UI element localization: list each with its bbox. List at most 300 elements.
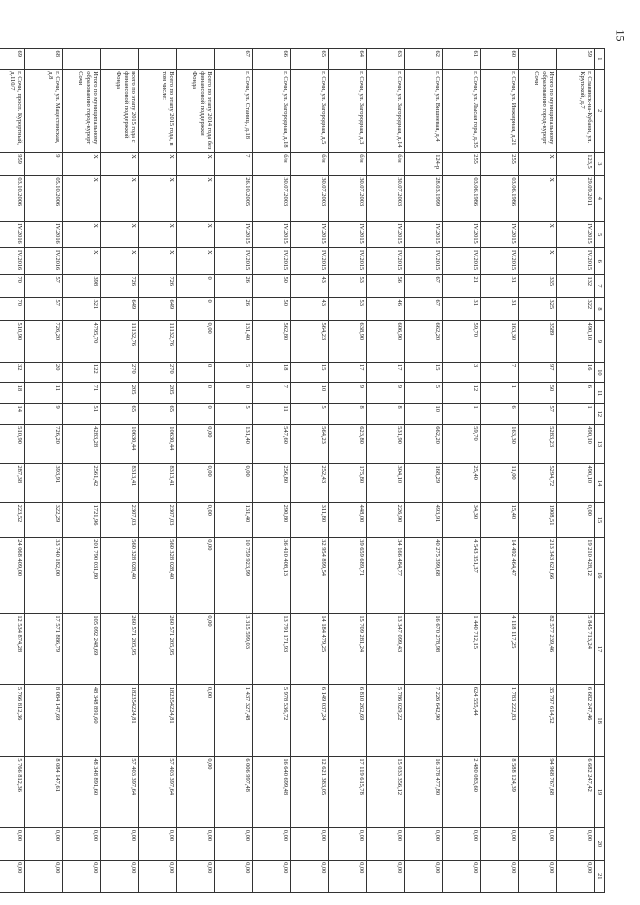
- table-cell: 0,00: [215, 463, 253, 502]
- address-cell: г. Сочи, ул. Мацестинская, д.8: [25, 69, 63, 152]
- address-cell: г. Сочи, ул. Загородная, д.5: [291, 69, 329, 152]
- table-cell: 15: [291, 362, 329, 383]
- table-cell: 205: [139, 383, 177, 404]
- table-cell: 8 084 147,61: [25, 756, 63, 827]
- table-cell: 290,80: [253, 503, 291, 538]
- table-cell: 13 791 171,93: [253, 613, 291, 684]
- table-row: [443, 49, 481, 893]
- table-cell: 0,00: [25, 828, 63, 860]
- address-cell: г. Сочи, ул. Лысая гора, д.35: [443, 69, 481, 152]
- table-cell: 35 797 614,52: [519, 685, 557, 756]
- table-cell: 59,70: [443, 321, 481, 363]
- table-cell: 3589: [519, 321, 557, 363]
- table-cell: 560 328 028,40: [139, 537, 177, 613]
- column-header: 1: [595, 49, 605, 70]
- table-cell: 26.10.2005: [215, 175, 253, 221]
- table-cell: 34,30: [443, 503, 481, 538]
- table-cell: IV.2015: [253, 248, 291, 275]
- table-cell: 30.07.2003: [367, 175, 405, 221]
- table-cell: 57 403 397,64: [139, 756, 177, 827]
- table-cell: 0,00: [405, 828, 443, 860]
- table-cell: 0,00: [177, 537, 215, 613]
- table-cell: X: [519, 152, 557, 175]
- column-header: 9: [595, 321, 605, 363]
- table-cell: 67: [405, 298, 443, 321]
- table-cell: 31: [481, 298, 519, 321]
- table-cell: 17 571 886,79: [25, 613, 63, 684]
- table-cell: 32 954 899,54: [291, 537, 329, 613]
- table-cell: 33 740 182,00: [25, 537, 63, 613]
- table-cell: 0,00: [519, 828, 557, 860]
- table-cell: IV.2015: [557, 248, 595, 275]
- table-cell: 15 033 356,12: [367, 756, 405, 827]
- table-cell: 0,00: [557, 503, 595, 538]
- table-cell: 1 440 712,15: [443, 613, 481, 684]
- table-cell: 562,80: [253, 321, 291, 363]
- table-cell: 31: [481, 274, 519, 297]
- table-cell: 564,23: [291, 321, 329, 363]
- table-cell: 0,00: [405, 860, 443, 892]
- table-cell: 63: [367, 49, 405, 70]
- table-cell: X: [63, 248, 101, 275]
- table-cell: 0,00: [177, 424, 215, 463]
- table-cell: 0,00: [443, 860, 481, 892]
- table-cell: IV.2015: [405, 248, 443, 275]
- table-cell: 0,00: [139, 828, 177, 860]
- table-cell: 16: [557, 362, 595, 383]
- table-cell: 213 343 621,66: [519, 537, 557, 613]
- table-cell: 2307,03: [139, 503, 177, 538]
- table-cell: X: [101, 152, 139, 175]
- table-cell: 43: [291, 298, 329, 321]
- table-cell: 0,00: [215, 860, 253, 892]
- table-cell: 726,20: [25, 321, 63, 363]
- table-cell: 493,91: [405, 503, 443, 538]
- housing-program-table: [0, 48, 605, 893]
- table-cell: 10630,44: [139, 424, 177, 463]
- table-cell: 5: [215, 404, 253, 425]
- table-cell: [63, 49, 101, 70]
- table-cell: 43: [291, 274, 329, 297]
- table-cell: 1721,96: [63, 503, 101, 538]
- table-row: [557, 49, 595, 893]
- table-cell: 8313,41: [101, 463, 139, 502]
- column-header: 18: [595, 685, 605, 756]
- column-header: 11: [595, 383, 605, 404]
- table-cell: X: [139, 221, 177, 248]
- table-cell: 0,00: [253, 828, 291, 860]
- table-cell: 490,10: [557, 463, 595, 502]
- table-cell: 1 437 327,48: [215, 685, 253, 756]
- table-cell: 11132,76: [139, 321, 177, 363]
- table-cell: 0,00: [177, 860, 215, 892]
- table-cell: 03.06.1986: [443, 175, 481, 221]
- table-cell: X: [101, 221, 139, 248]
- table-cell: 649: [139, 298, 177, 321]
- table-cell: 0,00: [557, 860, 595, 892]
- table-cell: 50: [253, 298, 291, 321]
- table-row: [25, 49, 63, 893]
- table-cell: 256,80: [253, 463, 291, 502]
- table-cell: 5 766 812,36: [0, 756, 25, 827]
- table-cell: 260 571 205,95: [139, 613, 177, 684]
- table-cell: 65: [101, 404, 139, 425]
- table-row: [215, 49, 253, 893]
- table-cell: 163,30: [481, 424, 519, 463]
- column-header: 14: [595, 463, 605, 502]
- table-cell: 15: [405, 362, 443, 383]
- address-cell: г. Сочи, ул. Загородная, д.14: [367, 69, 405, 152]
- table-cell: 17: [367, 362, 405, 383]
- table-cell: 4283,28: [63, 424, 101, 463]
- table-cell: IV.2015: [367, 248, 405, 275]
- table-cell: 0: [177, 404, 215, 425]
- table-cell: 0,00: [367, 860, 405, 892]
- table-cell: 959: [0, 152, 25, 175]
- table-cell: 5: [405, 383, 443, 404]
- table-cell: 0: [215, 383, 253, 404]
- table-cell: X: [139, 152, 177, 175]
- table-cell: 7: [253, 383, 291, 404]
- table-cell: 13 347 099,43: [367, 613, 405, 684]
- table-cell: IV.2015: [215, 221, 253, 248]
- table-cell: 50: [519, 383, 557, 404]
- table-cell: 60: [481, 49, 519, 70]
- table-cell: 53: [329, 274, 367, 297]
- table-cell: 67: [405, 274, 443, 297]
- table-cell: X: [101, 175, 139, 221]
- table-cell: 5 766 812,36: [0, 685, 25, 756]
- table-cell: 28.03.1999: [405, 175, 443, 221]
- table-cell: X: [63, 152, 101, 175]
- address-cell: г. Сочи, ул. Вишневая, д.4: [405, 69, 443, 152]
- table-cell: 0,00: [177, 463, 215, 502]
- table-cell: 8: [329, 404, 367, 425]
- table-cell: 124-р: [405, 152, 443, 175]
- table-row: [519, 49, 557, 893]
- table-cell: 1: [481, 383, 519, 404]
- table-cell: 311,80: [291, 503, 329, 538]
- table-cell: 0,00: [25, 860, 63, 892]
- table-row: [177, 49, 215, 893]
- table-cell: 321: [63, 298, 101, 321]
- table-cell: 9: [367, 383, 405, 404]
- table-cell: 0,00: [101, 860, 139, 892]
- table-cell: 132: [557, 274, 595, 297]
- table-cell: 182354224,81: [101, 685, 139, 756]
- table-cell: 39 659 689,71: [329, 537, 367, 613]
- table-cell: 5 786 029,22: [367, 685, 405, 756]
- table-cell: 0,00: [481, 828, 519, 860]
- column-header: 15: [595, 503, 605, 538]
- table-cell: X: [101, 248, 139, 275]
- table-row: [253, 49, 291, 893]
- table-cell: X: [63, 175, 101, 221]
- table-cell: 5 845 713,24: [557, 613, 595, 684]
- table-cell: 0,00: [557, 828, 595, 860]
- table-cell: 5: [291, 404, 329, 425]
- table-cell: 1 783 222,83: [481, 685, 519, 756]
- column-header: 7: [595, 274, 605, 297]
- column-header: 20: [595, 828, 605, 860]
- table-cell: IV.2016: [0, 221, 25, 248]
- table-cell: 6 149 037,24: [291, 685, 329, 756]
- table-cell: б/н: [329, 152, 367, 175]
- table-cell: [101, 49, 139, 70]
- column-header: 17: [595, 613, 605, 684]
- table-cell: 175,80: [329, 463, 367, 502]
- table-cell: 726: [139, 274, 177, 297]
- table-cell: 97: [519, 362, 557, 383]
- table-cell: X: [139, 175, 177, 221]
- table-cell: X: [519, 221, 557, 248]
- table-cell: 16 670 278,98: [405, 613, 443, 684]
- table-cell: 3 315 599,03: [215, 613, 253, 684]
- table-body: [0, 49, 605, 893]
- table-cell: 0,00: [253, 860, 291, 892]
- table-cell: 547,60: [253, 424, 291, 463]
- table-row: [329, 49, 367, 893]
- table-cell: [139, 49, 177, 70]
- table-cell: 662,20: [405, 321, 443, 363]
- column-header: 2: [595, 69, 605, 152]
- table-cell: 26: [215, 274, 253, 297]
- table-cell: 624 555,44: [443, 685, 481, 756]
- table-cell: 0: [177, 274, 215, 297]
- table-row: [367, 49, 405, 893]
- table-cell: 322: [557, 298, 595, 321]
- table-cell: 662,20: [405, 424, 443, 463]
- table-cell: 59: [557, 49, 595, 70]
- table-cell: 560 328 028,40: [101, 537, 139, 613]
- table-row: [101, 49, 139, 893]
- table-cell: 34 166 484,77: [367, 537, 405, 613]
- table-cell: 30.07.2003: [253, 175, 291, 221]
- table-cell: 50: [253, 274, 291, 297]
- table-cell: 26: [215, 298, 253, 321]
- table-cell: 0,00: [177, 613, 215, 684]
- table-cell: IV.2015: [367, 221, 405, 248]
- table-cell: 0,00: [481, 860, 519, 892]
- table-cell: б/н: [291, 152, 329, 175]
- column-header: 21: [595, 860, 605, 892]
- table-cell: 448,00: [329, 503, 367, 538]
- table-cell: 29.09.2011: [557, 175, 595, 221]
- table-cell: 0,00: [139, 860, 177, 892]
- table-cell: 21: [443, 274, 481, 297]
- table-cell: 490,10: [557, 321, 595, 363]
- table-cell: 564,23: [291, 424, 329, 463]
- table-cell: 490,10: [557, 424, 595, 463]
- table-cell: 31: [443, 298, 481, 321]
- table-cell: 69: [0, 49, 25, 70]
- table-cell: 70: [0, 274, 25, 297]
- table-cell: 59,70: [443, 424, 481, 463]
- table-cell: 287,38: [0, 463, 25, 502]
- table-cell: 94 968 767,68: [519, 756, 557, 827]
- table-cell: 131,40: [215, 424, 253, 463]
- table-cell: 14 184 479,25: [291, 613, 329, 684]
- table-cell: 65: [139, 404, 177, 425]
- table-cell: 6 682 247,42: [557, 756, 595, 827]
- column-header: 4: [595, 175, 605, 221]
- table-cell: 6: [481, 404, 519, 425]
- table-cell: 168,29: [405, 463, 443, 502]
- table-cell: 82 577 239,46: [519, 613, 557, 684]
- table-cell: 6 682 247,46: [557, 685, 595, 756]
- table-cell: 10 759 923,99: [215, 537, 253, 613]
- table-cell: 325: [519, 298, 557, 321]
- table-cell: 11,00: [481, 463, 519, 502]
- table-cell: X: [519, 248, 557, 275]
- table-cell: 32: [0, 362, 25, 383]
- table-cell: 12 534 874,28: [0, 613, 25, 684]
- table-cell: 335: [519, 274, 557, 297]
- table-cell: X: [139, 248, 177, 275]
- table-cell: 71: [63, 383, 101, 404]
- column-header: 16: [595, 537, 605, 613]
- table-cell: б/н: [253, 152, 291, 175]
- table-cell: IV.2016: [25, 221, 63, 248]
- table-row: [481, 49, 519, 893]
- table-cell: 67: [215, 49, 253, 70]
- table-row: [63, 49, 101, 893]
- table-cell: IV.2015: [253, 221, 291, 248]
- table-cell: 649: [101, 298, 139, 321]
- table-cell: IV.2015: [215, 248, 253, 275]
- table-cell: [519, 49, 557, 70]
- column-header: 8: [595, 298, 605, 321]
- table-cell: 4 118 117,25: [481, 613, 519, 684]
- column-number-row: [595, 49, 605, 893]
- table-cell: 15 709 281,24: [329, 613, 367, 684]
- table-cell: X: [63, 221, 101, 248]
- address-cell: г. Сочи, ул. Загородная, д.3: [329, 69, 367, 152]
- column-header: 19: [595, 756, 605, 827]
- table-cell: 398: [63, 274, 101, 297]
- table-cell: 64: [329, 49, 367, 70]
- table-cell: 0,00: [215, 828, 253, 860]
- table-cell: X: [177, 175, 215, 221]
- table-cell: 510,90: [0, 321, 25, 363]
- table-cell: 5 978 536,72: [253, 685, 291, 756]
- table-cell: 205: [101, 383, 139, 404]
- table-cell: 30.07.2003: [329, 175, 367, 221]
- table-cell: 163,30: [481, 321, 519, 363]
- table-cell: 25,40: [443, 463, 481, 502]
- table-cell: 48 348 891,60: [63, 685, 101, 756]
- table-cell: 0,00: [519, 860, 557, 892]
- table-cell: 270: [101, 362, 139, 383]
- table-cell: 51: [63, 404, 101, 425]
- table-cell: 0: [177, 383, 215, 404]
- table-cell: 14: [0, 404, 25, 425]
- table-cell: 17 119 615,78: [329, 756, 367, 827]
- table-cell: 40 275 399,68: [405, 537, 443, 613]
- table-cell: 19 210 428,12: [557, 537, 595, 613]
- table-cell: 10: [405, 404, 443, 425]
- table-cell: 1: [557, 404, 595, 425]
- table-cell: 16 640 699,48: [253, 756, 291, 827]
- table-cell: IV.2015: [291, 248, 329, 275]
- table-cell: 6: [557, 383, 595, 404]
- table-cell: 53: [329, 298, 367, 321]
- table-cell: 57 403 397,64: [101, 756, 139, 827]
- address-cell: г. Сочи, ул. Станиц., д.18: [215, 69, 253, 152]
- column-header: 6: [595, 248, 605, 275]
- table-cell: 6 006 997,48: [215, 756, 253, 827]
- table-cell: IV.2015: [443, 248, 481, 275]
- table-cell: 0,00: [291, 860, 329, 892]
- table-cell: 3: [443, 362, 481, 383]
- table-cell: 10: [291, 383, 329, 404]
- table-row: [405, 49, 443, 893]
- table-cell: 260 571 205,95: [101, 613, 139, 684]
- table-cell: 0: [177, 298, 215, 321]
- table-cell: 0,00: [367, 828, 405, 860]
- table-cell: X: [177, 152, 215, 175]
- table-cell: 8 084 147,69: [25, 685, 63, 756]
- table-cell: 05.10.2006: [25, 175, 63, 221]
- table-cell: 30.07.2003: [291, 175, 329, 221]
- table-cell: 623,80: [329, 424, 367, 463]
- table-cell: 531,90: [367, 424, 405, 463]
- table-cell: X: [519, 175, 557, 221]
- table-cell: 726,20: [25, 424, 63, 463]
- table-cell: 1: [443, 404, 481, 425]
- address-cell: г. Сочи, просп. Курортный, д.110/7: [0, 69, 25, 152]
- table-cell: IV.2015: [557, 221, 595, 248]
- table-cell: 0: [177, 362, 215, 383]
- table-cell: 17: [329, 362, 367, 383]
- table-cell: 5294,72: [519, 463, 557, 502]
- address-cell: Итого по муниципальному образованию город-курорт Сочи: [519, 69, 557, 152]
- table-cell: 1908,51: [519, 503, 557, 538]
- table-cell: 252,43: [291, 463, 329, 502]
- table-cell: 9: [329, 383, 367, 404]
- table-cell: IV.2015: [405, 221, 443, 248]
- table-cell: 270: [139, 362, 177, 383]
- table-cell: 24 068 409,00: [0, 537, 25, 613]
- table-cell: 11: [253, 404, 291, 425]
- table-cell: 0,00: [101, 828, 139, 860]
- table-cell: IV.2015: [443, 221, 481, 248]
- column-header: 5: [595, 221, 605, 248]
- table-cell: 0,00: [291, 828, 329, 860]
- table-cell: 56: [367, 274, 405, 297]
- table-cell: 10630,44: [101, 424, 139, 463]
- table-cell: 226,90: [367, 503, 405, 538]
- table-cell: 393,91: [25, 463, 63, 502]
- table-cell: 5: [215, 362, 253, 383]
- table-cell: 7: [481, 362, 519, 383]
- table-cell: 8: [367, 404, 405, 425]
- table-cell: 510,90: [0, 424, 25, 463]
- table-cell: 57: [25, 274, 63, 297]
- table-cell: 0,00: [329, 828, 367, 860]
- table-cell: 9: [25, 152, 63, 175]
- table-cell: 606,90: [367, 321, 405, 363]
- table-cell: X: [177, 248, 215, 275]
- table-cell: IV.2015: [329, 221, 367, 248]
- table-cell: 03.10.2006: [0, 175, 25, 221]
- table-cell: 15,40: [481, 503, 519, 538]
- table-row: [291, 49, 329, 893]
- column-header: 13: [595, 424, 605, 463]
- column-header: 12: [595, 404, 605, 425]
- table-cell: IV.2016: [0, 248, 25, 275]
- table-cell: 322,29: [25, 503, 63, 538]
